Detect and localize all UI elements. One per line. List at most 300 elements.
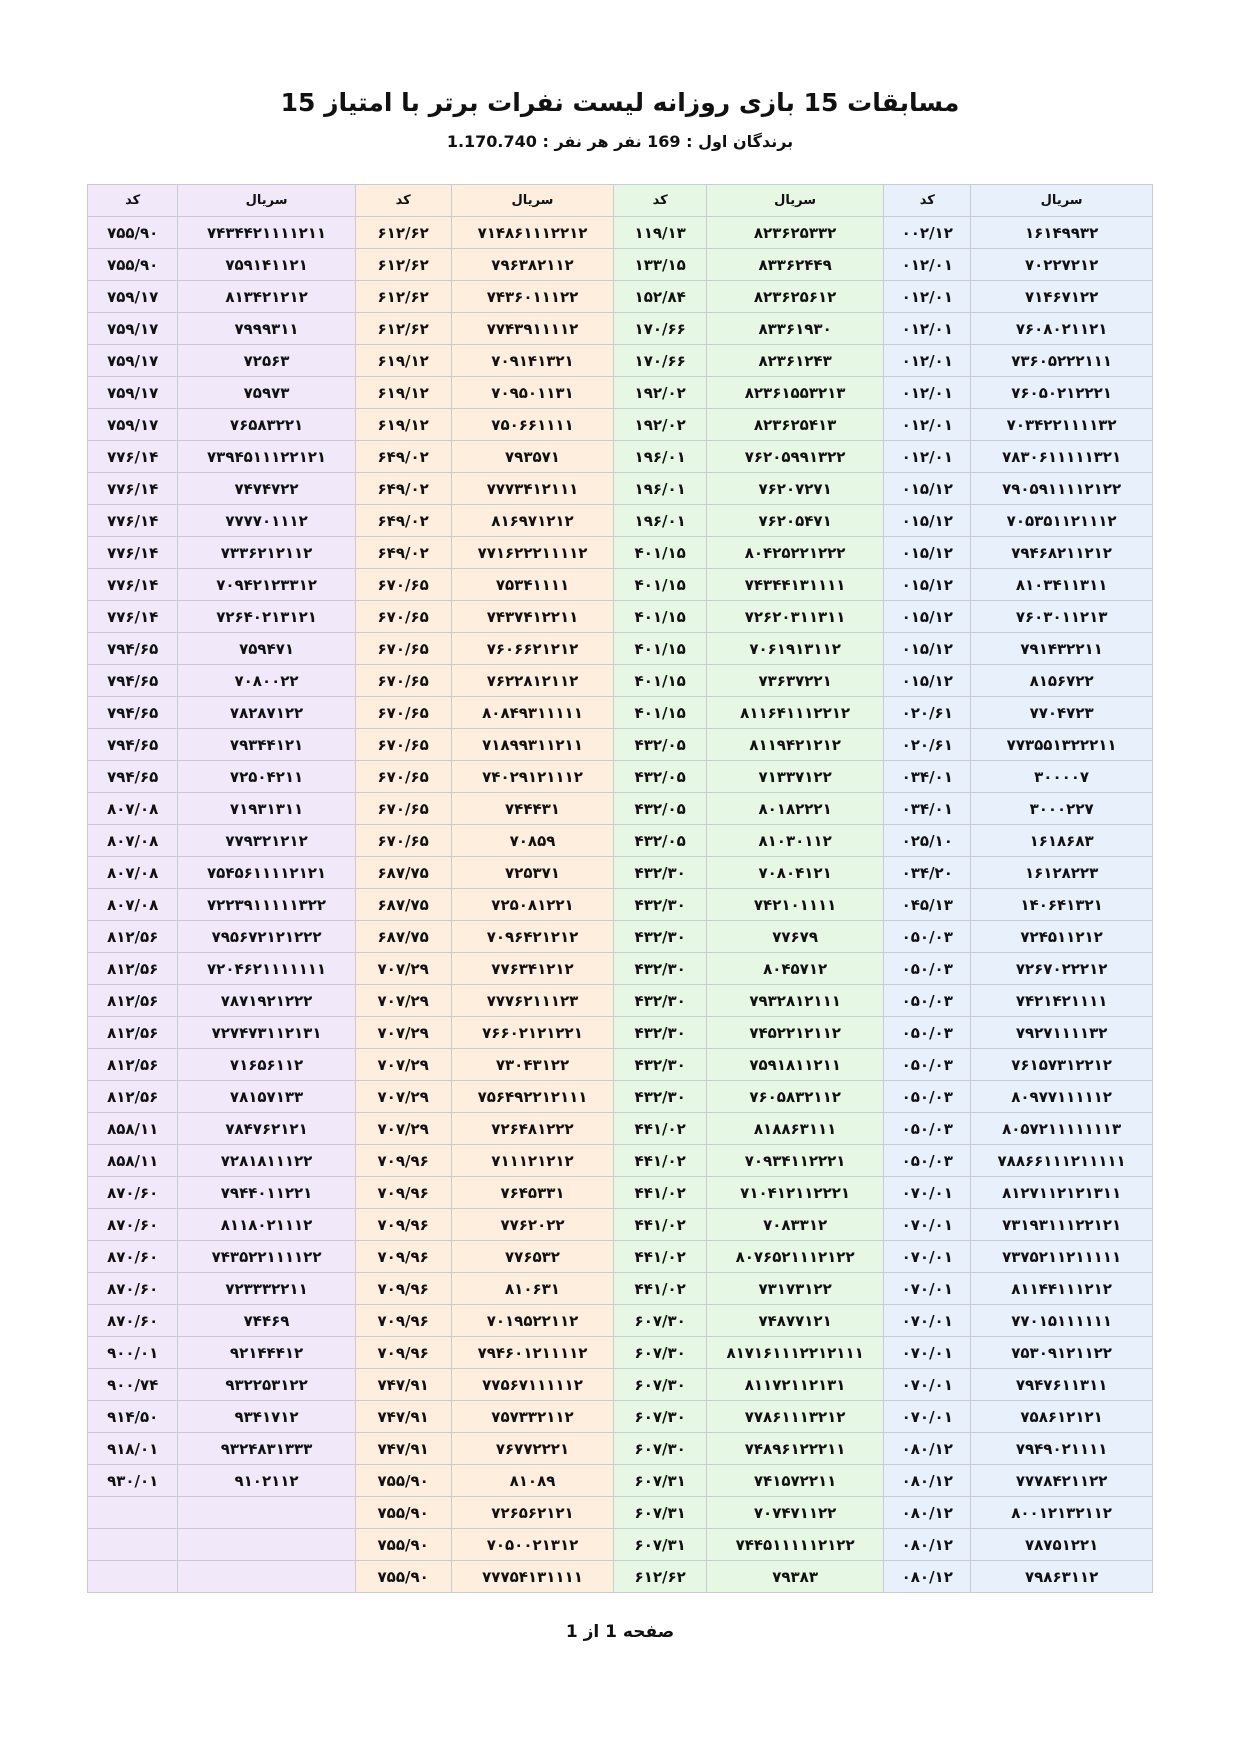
serial-cell: ۷۱۱۱۲۱۲۱۲	[451, 1145, 614, 1177]
serial-cell: ۷۱۹۳۱۳۱۱	[178, 793, 355, 825]
code-cell: ۷۵۵/۹۰	[355, 1529, 451, 1561]
serial-cell: ۷۲۵۳۷۱	[451, 857, 614, 889]
serial-cell: ۹۲۱۴۴۴۱۲	[178, 1337, 355, 1369]
serial-cell: ۷۶۰۵۰۲۱۲۲۲۱	[971, 377, 1153, 409]
serial-cell: ۷۰۹۳۴۱۱۲۲۲۱	[706, 1145, 883, 1177]
column-header-code: کد	[614, 185, 707, 217]
serial-cell: ۷۳۷۵۲۱۱۲۱۱۱۱۱	[971, 1241, 1153, 1273]
serial-cell: ۸۱۰۳۰۱۱۲	[706, 825, 883, 857]
code-cell: ۹۱۸/۰۱	[88, 1433, 178, 1465]
code-cell: ۴۳۲/۳۰	[614, 1017, 707, 1049]
code-cell: ۷۵۹/۱۷	[88, 313, 178, 345]
page-title: مسابقات 15 بازی روزانه لیست نفرات برتر با امتیاز 15	[280, 88, 960, 117]
code-cell: ۴۳۲/۳۰	[614, 889, 707, 921]
table-row	[88, 1561, 1153, 1593]
serial-cell: ۱۶۱۴۹۹۳۲	[971, 217, 1153, 249]
code-cell: ۸۵۸/۱۱	[88, 1113, 178, 1145]
serial-cell: ۹۳۲۴۸۳۱۳۳۳	[178, 1433, 355, 1465]
code-cell: ۰۵۰/۰۳	[884, 1145, 971, 1177]
code-cell: ۷۷۶/۱۴	[88, 473, 178, 505]
code-cell: ۸۰۷/۰۸	[88, 793, 178, 825]
code-cell	[88, 1497, 178, 1529]
code-cell: ۷۰۷/۲۹	[355, 1113, 451, 1145]
serial-cell: ۸۱۷۱۶۱۱۱۲۲۱۲۱۱۱	[706, 1337, 883, 1369]
serial-cell: ۸۰۴۵۷۱۲	[706, 953, 883, 985]
serial-cell: ۷۵۳۴۱۱۱۱	[451, 569, 614, 601]
table-row	[88, 473, 1153, 505]
code-cell: ۸۱۲/۵۶	[88, 953, 178, 985]
column-header-code: کد	[88, 185, 178, 217]
serial-cell: ۸۰۹۷۷۱۱۱۱۱۲	[971, 1081, 1153, 1113]
code-cell: ۹۱۴/۵۰	[88, 1401, 178, 1433]
code-cell: ۴۳۲/۰۵	[614, 761, 707, 793]
serial-cell: ۷۲۵۶۳	[178, 345, 355, 377]
winners-table	[87, 184, 1153, 1593]
code-cell: ۴۴۱/۰۲	[614, 1177, 707, 1209]
code-cell: ۷۵۵/۹۰	[355, 1465, 451, 1497]
code-cell: ۶۷۰/۶۵	[355, 633, 451, 665]
code-cell: ۷۰۹/۹۶	[355, 1177, 451, 1209]
serial-cell: ۷۳۹۴۵۱۱۱۲۲۱۲۱	[178, 441, 355, 473]
serial-cell: ۷۲۴۵۱۱۲۱۲	[971, 921, 1153, 953]
serial-cell: ۷۲۷۴۷۳۱۱۲۱۳۱	[178, 1017, 355, 1049]
serial-cell: ۸۳۳۶۲۴۴۹	[706, 249, 883, 281]
serial-cell: ۷۴۲۱۰۱۱۱۱	[706, 889, 883, 921]
serial-cell: ۷۳۶۰۵۲۲۲۱۱۱	[971, 345, 1153, 377]
serial-cell: ۳۰۰۰۲۲۷	[971, 793, 1153, 825]
code-cell: ۰۱۵/۱۲	[884, 633, 971, 665]
code-cell: ۰۵۰/۰۳	[884, 1113, 971, 1145]
serial-cell: ۷۰۹۴۲۱۲۳۳۱۲	[178, 569, 355, 601]
table-row	[88, 1049, 1153, 1081]
serial-cell: ۷۰۸۵۹	[451, 825, 614, 857]
code-cell: ۰۷۰/۰۱	[884, 1177, 971, 1209]
code-cell: ۴۳۲/۰۵	[614, 729, 707, 761]
column-header-serial: سریال	[178, 185, 355, 217]
serial-cell: ۸۱۸۸۶۳۱۱۱	[706, 1113, 883, 1145]
code-cell: ۰۵۰/۰۳	[884, 1081, 971, 1113]
code-cell: ۱۹۶/۰۱	[614, 473, 707, 505]
serial-cell: ۷۹۰۵۹۱۱۱۱۲۱۲۲	[971, 473, 1153, 505]
serial-cell: ۷۴۴۵۱۱۱۱۱۲۱۲۲	[706, 1529, 883, 1561]
serial-cell: ۷۱۴۶۷۱۲۲	[971, 281, 1153, 313]
code-cell: ۰۱۲/۰۱	[884, 409, 971, 441]
code-cell: ۰۸۰/۱۲	[884, 1497, 971, 1529]
code-cell: ۶۰۷/۳۱	[614, 1529, 707, 1561]
serial-cell: ۷۶۲۲۸۱۲۱۱۲	[451, 665, 614, 697]
serial-cell: ۷۳۰۴۳۱۲۲	[451, 1049, 614, 1081]
table-row	[88, 1337, 1153, 1369]
code-cell: ۷۰۹/۹۶	[355, 1145, 451, 1177]
code-cell: ۰۳۴/۰۱	[884, 793, 971, 825]
serial-cell: ۷۵۰۶۶۱۱۱۱	[451, 409, 614, 441]
column-header-code: کد	[355, 185, 451, 217]
code-cell: ۷۵۵/۹۰	[355, 1561, 451, 1593]
serial-cell: ۷۵۷۳۳۲۱۱۲	[451, 1401, 614, 1433]
code-cell: ۷۰۷/۲۹	[355, 985, 451, 1017]
serial-cell: ۷۵۹۷۳	[178, 377, 355, 409]
code-cell: ۰۵۰/۰۳	[884, 985, 971, 1017]
table-row	[88, 281, 1153, 313]
serial-cell: ۷۹۲۷۱۱۱۱۳۲	[971, 1017, 1153, 1049]
serial-cell: ۸۱۵۶۷۲۲	[971, 665, 1153, 697]
serial-cell: ۱۶۱۲۸۲۲۳	[971, 857, 1153, 889]
serial-cell: ۸۱۱۹۴۲۱۲۱۲	[706, 729, 883, 761]
code-cell: ۹۳۰/۰۱	[88, 1465, 178, 1497]
serial-cell: ۷۰۸۰۴۱۲۱	[706, 857, 883, 889]
table-row	[88, 1273, 1153, 1305]
code-cell: ۰۳۴/۲۰	[884, 857, 971, 889]
code-cell: ۰۸۰/۱۲	[884, 1561, 971, 1593]
serial-cell: ۸۰۸۴۹۳۱۱۱۱۱	[451, 697, 614, 729]
serial-cell: ۷۶۲۰۵۹۹۱۳۲۲	[706, 441, 883, 473]
code-cell: ۷۵۹/۱۷	[88, 345, 178, 377]
code-cell: ۶۷۰/۶۵	[355, 825, 451, 857]
code-cell: ۰۷۰/۰۱	[884, 1337, 971, 1369]
serial-cell: ۷۹۶۳۸۲۱۱۲	[451, 249, 614, 281]
table-row	[88, 537, 1153, 569]
code-cell: ۰۱۲/۰۱	[884, 281, 971, 313]
code-cell: ۴۳۲/۰۵	[614, 825, 707, 857]
code-cell: ۴۴۱/۰۲	[614, 1241, 707, 1273]
code-cell: ۷۹۴/۶۵	[88, 633, 178, 665]
code-cell: ۸۰۷/۰۸	[88, 889, 178, 921]
code-cell: ۶۷۰/۶۵	[355, 793, 451, 825]
code-cell: ۶۴۹/۰۲	[355, 441, 451, 473]
serial-cell: ۷۹۸۶۳۱۱۲	[971, 1561, 1153, 1593]
code-cell: ۶۰۷/۳۰	[614, 1337, 707, 1369]
serial-cell: ۸۲۳۶۱۲۴۳	[706, 345, 883, 377]
code-cell: ۶۰۷/۳۱	[614, 1465, 707, 1497]
code-cell: ۷۹۴/۶۵	[88, 665, 178, 697]
serial-cell: ۸۲۳۶۲۵۴۱۳	[706, 409, 883, 441]
code-cell: ۱۱۹/۱۳	[614, 217, 707, 249]
code-cell: ۶۱۹/۱۲	[355, 409, 451, 441]
serial-cell: ۷۵۹۱۴۱۱۲۱	[178, 249, 355, 281]
serial-cell: ۳۰۰۰۰۷	[971, 761, 1153, 793]
table-row	[88, 1529, 1153, 1561]
serial-cell: ۷۲۶۵۶۲۱۲۱	[451, 1497, 614, 1529]
table-row	[88, 1305, 1153, 1337]
code-cell: ۱۹۶/۰۱	[614, 441, 707, 473]
code-cell: ۱۳۳/۱۵	[614, 249, 707, 281]
code-cell: ۴۳۲/۳۰	[614, 1049, 707, 1081]
code-cell: ۴۰۱/۱۵	[614, 569, 707, 601]
serial-cell: ۷۵۸۶۱۲۱۲۱	[971, 1401, 1153, 1433]
code-cell: ۴۴۱/۰۲	[614, 1209, 707, 1241]
serial-cell: ۷۹۴۹۰۲۱۱۱۱	[971, 1433, 1153, 1465]
code-cell: ۰۵۰/۰۳	[884, 953, 971, 985]
serial-cell: ۷۸۷۱۹۲۱۲۲۲	[178, 985, 355, 1017]
serial-cell: ۷۲۶۴۰۲۱۳۱۲۱	[178, 601, 355, 633]
table-row	[88, 1369, 1153, 1401]
serial-cell: ۷۱۶۵۶۱۱۲	[178, 1049, 355, 1081]
code-cell: ۷۰۹/۹۶	[355, 1273, 451, 1305]
serial-cell: ۷۶۲۰۷۲۷۱	[706, 473, 883, 505]
code-cell: ۶۰۷/۳۰	[614, 1369, 707, 1401]
serial-cell: ۷۷۷۵۴۱۳۱۱۱۱	[451, 1561, 614, 1593]
code-cell: ۶۷۰/۶۵	[355, 569, 451, 601]
serial-cell: ۸۰۴۲۵۲۲۱۲۲۲	[706, 537, 883, 569]
table-row	[88, 1209, 1153, 1241]
code-cell: ۷۴۷/۹۱	[355, 1401, 451, 1433]
serial-cell: ۷۲۵۰۸۱۲۲۱	[451, 889, 614, 921]
table-row	[88, 313, 1153, 345]
serial-cell: ۷۸۲۸۷۱۲۲	[178, 697, 355, 729]
serial-cell: ۷۱۰۴۱۲۱۱۲۲۲۱	[706, 1177, 883, 1209]
table-row	[88, 793, 1153, 825]
serial-cell: ۷۰۹۵۰۱۱۳۱	[451, 377, 614, 409]
code-cell: ۷۰۷/۲۹	[355, 1049, 451, 1081]
code-cell: ۷۵۹/۱۷	[88, 281, 178, 313]
serial-cell: ۷۹۴۴۰۱۱۲۲۱	[178, 1177, 355, 1209]
code-cell: ۰۱۵/۱۲	[884, 569, 971, 601]
code-cell: ۷۵۵/۹۰	[355, 1497, 451, 1529]
code-cell: ۴۰۱/۱۵	[614, 601, 707, 633]
code-cell: ۶۱۹/۱۲	[355, 377, 451, 409]
serial-cell: ۷۰۷۴۷۱۱۲۲	[706, 1497, 883, 1529]
code-cell: ۷۵۵/۹۰	[88, 249, 178, 281]
serial-cell: ۷۱۴۸۶۱۱۱۲۲۱۲	[451, 217, 614, 249]
serial-cell: ۷۵۶۴۹۲۲۱۲۱۱۱	[451, 1081, 614, 1113]
code-cell: ۶۴۹/۰۲	[355, 537, 451, 569]
code-cell: ۰۱۲/۰۱	[884, 249, 971, 281]
serial-cell	[178, 1561, 355, 1593]
serial-cell: ۷۴۸۹۶۱۲۲۲۱۱	[706, 1433, 883, 1465]
code-cell: ۱۵۲/۸۴	[614, 281, 707, 313]
serial-cell: ۷۹۳۲۸۱۲۱۱۱	[706, 985, 883, 1017]
serial-cell: ۷۴۱۵۷۲۲۱۱	[706, 1465, 883, 1497]
serial-cell: ۸۳۳۶۱۹۳۰	[706, 313, 883, 345]
serial-cell: ۷۸۷۵۱۲۲۱	[971, 1529, 1153, 1561]
serial-cell: ۷۰۸۳۳۱۲	[706, 1209, 883, 1241]
code-cell: ۷۹۴/۶۵	[88, 697, 178, 729]
serial-cell: ۷۱۸۹۹۳۱۱۲۱۱	[451, 729, 614, 761]
serial-cell: ۷۹۴۷۶۱۱۳۱۱	[971, 1369, 1153, 1401]
table-row	[88, 569, 1153, 601]
code-cell: ۶۸۷/۷۵	[355, 921, 451, 953]
serial-cell: ۷۹۹۹۳۱۱	[178, 313, 355, 345]
code-cell: ۶۷۰/۶۵	[355, 601, 451, 633]
code-cell: ۷۰۹/۹۶	[355, 1337, 451, 1369]
serial-cell: ۷۴۸۷۷۱۲۱	[706, 1305, 883, 1337]
code-cell: ۴۴۱/۰۲	[614, 1273, 707, 1305]
code-cell: ۱۹۲/۰۲	[614, 377, 707, 409]
serial-cell: ۷۷۶۲۰۲۲	[451, 1209, 614, 1241]
code-cell: ۶۰۷/۳۰	[614, 1401, 707, 1433]
page-subtitle: برندگان اول : 169 نفر هر نفر : 1.170.740	[446, 132, 794, 151]
serial-cell: ۸۱۱۶۴۱۱۱۲۲۱۲	[706, 697, 883, 729]
table-row	[88, 377, 1153, 409]
serial-cell: ۷۵۹۱۸۱۱۲۱۱	[706, 1049, 883, 1081]
serial-cell: ۸۱۰۳۴۱۱۳۱۱	[971, 569, 1153, 601]
code-cell: ۸۷۰/۶۰	[88, 1177, 178, 1209]
serial-cell: ۸۰۵۷۲۱۱۱۱۱۱۱۳	[971, 1113, 1153, 1145]
serial-cell: ۷۶۰۸۰۲۱۱۲۱	[971, 313, 1153, 345]
table-row	[88, 1177, 1153, 1209]
code-cell: ۴۰۱/۱۵	[614, 665, 707, 697]
code-cell: ۰۸۰/۱۲	[884, 1529, 971, 1561]
table-row	[88, 505, 1153, 537]
column-header-serial: سریال	[451, 185, 614, 217]
serial-cell: ۱۴۰۶۴۱۳۲۱	[971, 889, 1153, 921]
serial-cell: ۷۴۰۲۹۱۲۱۱۱۲	[451, 761, 614, 793]
serial-cell: ۷۴۵۲۲۱۲۱۱۲	[706, 1017, 883, 1049]
serial-cell: ۷۰۳۴۲۲۱۱۱۱۳۲	[971, 409, 1153, 441]
serial-cell: ۱۶۱۸۶۸۳	[971, 825, 1153, 857]
serial-cell: ۷۹۵۶۷۲۱۲۱۲۲۲	[178, 921, 355, 953]
code-cell: ۰۳۴/۰۱	[884, 761, 971, 793]
code-cell: ۸۱۲/۵۶	[88, 1081, 178, 1113]
code-cell: ۷۰۹/۹۶	[355, 1305, 451, 1337]
code-cell: ۱۷۰/۶۶	[614, 313, 707, 345]
code-cell: ۰۱۲/۰۱	[884, 441, 971, 473]
serial-cell: ۷۶۷۷۲۲۲۱	[451, 1433, 614, 1465]
code-cell: ۰۷۰/۰۱	[884, 1401, 971, 1433]
table-row	[88, 697, 1153, 729]
serial-cell: ۷۶۶۰۲۱۲۱۲۲۱	[451, 1017, 614, 1049]
code-cell: ۷۰۷/۲۹	[355, 953, 451, 985]
serial-cell: ۷۷۹۳۲۱۲۱۲	[178, 825, 355, 857]
page-number: صفحه 1 از 1	[565, 1622, 675, 1642]
serial-cell: ۷۶۲۰۵۴۷۱	[706, 505, 883, 537]
serial-cell: ۷۶۰۵۸۳۲۱۱۲	[706, 1081, 883, 1113]
code-cell: ۰۴۵/۱۳	[884, 889, 971, 921]
code-cell: ۸۱۲/۵۶	[88, 921, 178, 953]
serial-cell: ۸۲۳۶۲۵۳۳۲	[706, 217, 883, 249]
table-row	[88, 1241, 1153, 1273]
code-cell: ۴۰۱/۱۵	[614, 633, 707, 665]
table-row	[88, 729, 1153, 761]
code-cell: ۴۰۱/۱۵	[614, 697, 707, 729]
table-row	[88, 985, 1153, 1017]
code-cell: ۰۰۲/۱۲	[884, 217, 971, 249]
serial-cell: ۷۹۱۴۳۲۲۱۱	[971, 633, 1153, 665]
serial-cell: ۷۵۳۰۹۱۲۱۱۲۲	[971, 1337, 1153, 1369]
serial-cell: ۷۴۳۵۲۲۱۱۱۱۲۲	[178, 1241, 355, 1273]
code-cell: ۸۵۸/۱۱	[88, 1145, 178, 1177]
serial-cell: ۷۰۶۱۹۱۳۱۱۲	[706, 633, 883, 665]
code-cell: ۰۲۵/۱۰	[884, 825, 971, 857]
code-cell: ۸۷۰/۶۰	[88, 1241, 178, 1273]
table-row	[88, 761, 1153, 793]
serial-cell: ۷۷۴۳۹۱۱۱۱۲	[451, 313, 614, 345]
serial-cell: ۷۹۳۸۳	[706, 1561, 883, 1593]
serial-cell: ۷۹۳۴۴۱۲۱	[178, 729, 355, 761]
serial-cell: ۷۳۱۷۳۱۲۲	[706, 1273, 883, 1305]
serial-cell: ۷۰۲۲۷۲۱۲	[971, 249, 1153, 281]
code-cell: ۰۱۵/۱۲	[884, 473, 971, 505]
serial-cell: ۷۷۸۶۱۱۱۳۲۱۲	[706, 1401, 883, 1433]
column-header-code: کد	[884, 185, 971, 217]
serial-cell: ۷۶۱۵۷۳۱۲۲۱۲	[971, 1049, 1153, 1081]
code-cell: ۷۷۶/۱۴	[88, 505, 178, 537]
serial-cell: ۸۲۳۶۲۵۶۱۲	[706, 281, 883, 313]
table-row	[88, 921, 1153, 953]
serial-cell: ۷۴۲۱۴۲۱۱۱۱	[971, 985, 1153, 1017]
code-cell: ۶۷۰/۶۵	[355, 697, 451, 729]
code-cell: ۰۱۵/۱۲	[884, 505, 971, 537]
table-row	[88, 601, 1153, 633]
table-row	[88, 665, 1153, 697]
code-cell: ۷۷۶/۱۴	[88, 601, 178, 633]
serial-cell: ۸۱۳۴۲۱۲۱۲	[178, 281, 355, 313]
code-cell: ۶۱۲/۶۲	[355, 249, 451, 281]
code-cell: ۶۰۷/۳۰	[614, 1433, 707, 1465]
code-cell: ۷۵۹/۱۷	[88, 409, 178, 441]
table-row	[88, 441, 1153, 473]
table-row	[88, 1401, 1153, 1433]
serial-cell: ۸۱۰۶۳۱	[451, 1273, 614, 1305]
serial-cell: ۹۳۲۲۵۳۱۲۲	[178, 1369, 355, 1401]
table-row	[88, 249, 1153, 281]
code-cell: ۸۱۲/۵۶	[88, 1017, 178, 1049]
serial-cell: ۸۱۱۴۴۱۱۱۲۱۲	[971, 1273, 1153, 1305]
code-cell: ۷۰۷/۲۹	[355, 1081, 451, 1113]
serial-cell: ۷۷۶۷۹	[706, 921, 883, 953]
code-cell: ۰۷۰/۰۱	[884, 1241, 971, 1273]
code-cell: ۶۱۹/۱۲	[355, 345, 451, 377]
serial-cell: ۷۴۳۶۰۱۱۱۲۲	[451, 281, 614, 313]
serial-cell: ۷۰۸۰۰۲۲	[178, 665, 355, 697]
serial-cell: ۷۶۴۵۳۳۱	[451, 1177, 614, 1209]
code-cell: ۶۱۲/۶۲	[355, 281, 451, 313]
table-row	[88, 1113, 1153, 1145]
table-body	[88, 217, 1153, 1593]
serial-cell: ۷۲۵۰۴۲۱۱	[178, 761, 355, 793]
table-row	[88, 953, 1153, 985]
serial-cell: ۷۲۶۷۰۲۲۲۱۲	[971, 953, 1153, 985]
serial-cell: ۷۸۸۶۶۱۱۱۲۱۱۱۱۱	[971, 1145, 1153, 1177]
code-cell: ۷۴۷/۹۱	[355, 1433, 451, 1465]
table-row	[88, 825, 1153, 857]
code-cell: ۷۰۹/۹۶	[355, 1241, 451, 1273]
serial-cell: ۷۴۴۶۹	[178, 1305, 355, 1337]
serial-cell: ۷۱۳۳۷۱۲۲	[706, 761, 883, 793]
serial-cell	[178, 1529, 355, 1561]
serial-cell: ۷۰۱۹۵۲۲۱۱۲	[451, 1305, 614, 1337]
serial-cell: ۸۲۳۶۱۵۵۳۲۱۳	[706, 377, 883, 409]
serial-cell	[178, 1497, 355, 1529]
table-row	[88, 1017, 1153, 1049]
serial-cell: ۷۲۶۲۰۳۱۱۳۱۱	[706, 601, 883, 633]
code-cell: ۱۹۲/۰۲	[614, 409, 707, 441]
code-cell: ۴۳۲/۳۰	[614, 953, 707, 985]
code-cell: ۴۳۲/۳۰	[614, 857, 707, 889]
code-cell: ۶۱۲/۶۲	[355, 313, 451, 345]
code-cell: ۷۵۹/۱۷	[88, 377, 178, 409]
serial-cell: ۷۳۱۹۳۱۱۱۲۲۱۲۱	[971, 1209, 1153, 1241]
serial-cell: ۹۱۰۲۱۱۲	[178, 1465, 355, 1497]
serial-cell: ۷۷۵۶۷۱۱۱۱۱۲	[451, 1369, 614, 1401]
serial-cell: ۷۷۶۵۳۲	[451, 1241, 614, 1273]
code-cell: ۷۵۵/۹۰	[88, 217, 178, 249]
code-cell: ۴۳۲/۳۰	[614, 985, 707, 1017]
table-row	[88, 633, 1153, 665]
serial-cell: ۷۸۳۰۶۱۱۱۱۱۳۲۱	[971, 441, 1153, 473]
table-row	[88, 1145, 1153, 1177]
code-cell: ۰۱۵/۱۲	[884, 665, 971, 697]
code-cell: ۰۷۰/۰۱	[884, 1305, 971, 1337]
code-cell: ۰۷۰/۰۱	[884, 1209, 971, 1241]
code-cell: ۸۱۲/۵۶	[88, 1049, 178, 1081]
code-cell: ۶۰۷/۳۱	[614, 1497, 707, 1529]
table-row	[88, 889, 1153, 921]
serial-cell: ۹۳۴۱۷۱۲	[178, 1401, 355, 1433]
serial-cell: ۷۷۰۱۵۱۱۱۱۱۱	[971, 1305, 1153, 1337]
code-cell	[88, 1529, 178, 1561]
serial-cell: ۷۵۴۵۶۱۱۱۱۲۱۲۱	[178, 857, 355, 889]
